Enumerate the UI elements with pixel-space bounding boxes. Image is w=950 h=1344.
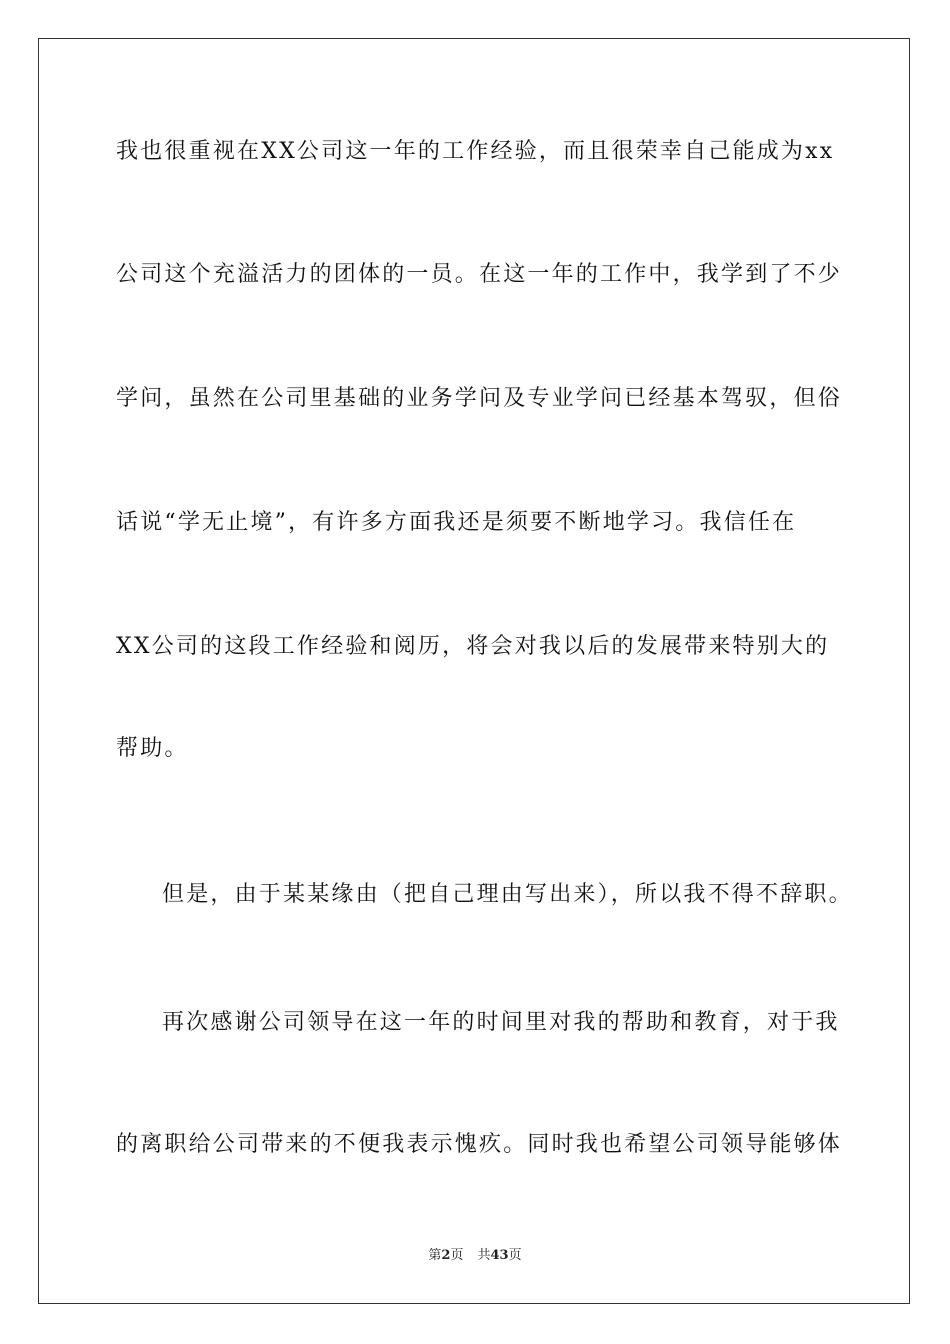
page-suffix: 页 xyxy=(450,1248,464,1263)
page-frame xyxy=(38,38,910,1304)
total-suffix: 页 xyxy=(508,1248,522,1263)
total-prefix: 共 xyxy=(477,1248,491,1263)
text-line-2: 公司这个充溢活力的团体的一员。在这一年的工作中，我学到了不少 xyxy=(116,262,843,287)
text-line-6: 帮助。 xyxy=(116,736,189,761)
page-number: 2 xyxy=(441,1248,451,1263)
text-line-8: 再次感谢公司领导在这一年的时间里对我的帮助和教育，对于我 xyxy=(162,1010,840,1035)
page-prefix: 第 xyxy=(428,1248,442,1263)
text-line-7: 但是，由于某某缘由（把自己理由写出来），所以我不得不辞职。 xyxy=(162,882,853,907)
text-line-4: 话说“学无止境”，有许多方面我还是须要不断地学习。我信任在 xyxy=(116,510,797,535)
page-footer xyxy=(0,1247,950,1265)
text-line-3: 学问，虽然在公司里基础的业务学问及专业学问已经基本驾驭，但俗 xyxy=(116,386,843,411)
text-line-9: 的离职给公司带来的不便我表示愧疚。同时我也希望公司领导能够体 xyxy=(116,1132,843,1157)
text-line-5: XX公司的这段工作经验和阅历，将会对我以后的发展带来特别大的 xyxy=(116,634,830,659)
text-line-1: 我也很重视在XX公司这一年的工作经验，而且很荣幸自己能成为xx xyxy=(116,139,835,164)
total-pages: 43 xyxy=(490,1248,509,1263)
